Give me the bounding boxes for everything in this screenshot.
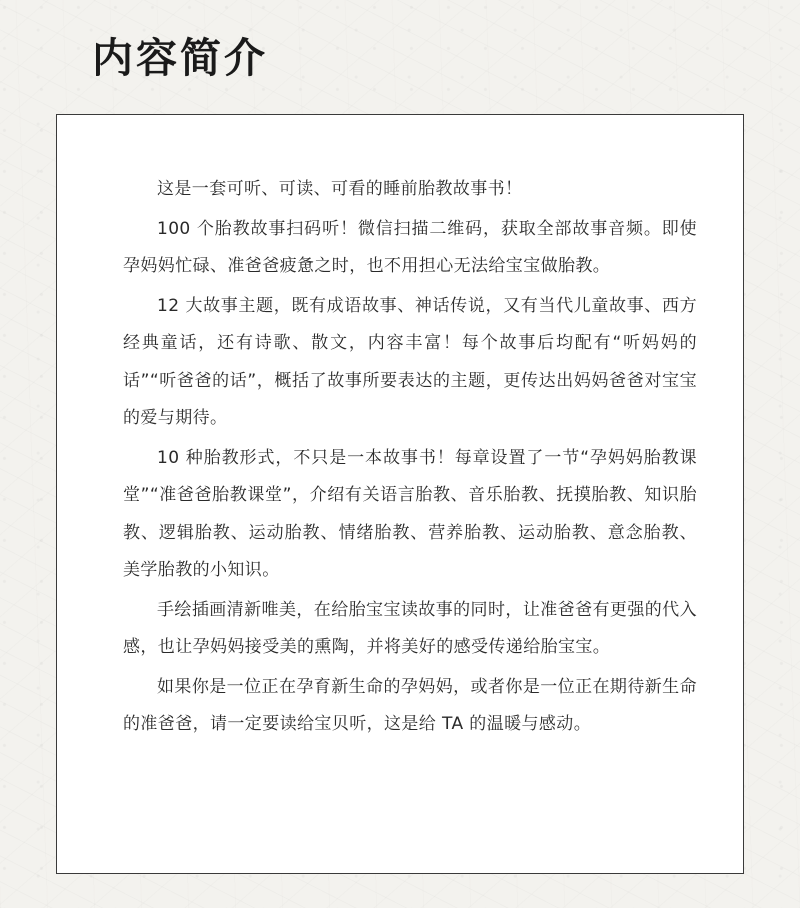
paragraph-2: 100 个胎教故事扫码听！微信扫描二维码，获取全部故事音频。即使孕妈妈忙碌、准爸爸疲惫之时，也不用担心无法给宝宝做胎教。 — [123, 218, 697, 276]
paragraph-6: 如果你是一位正在孕育新生命的孕妈妈，或者你是一位正在期待新生命的准爸爸，请一定要读给宝贝听，这是给 TA 的温暖与感动。 — [123, 676, 697, 734]
intro-text-box — [56, 114, 744, 874]
paragraph-5: 手绘插画清新唯美，在给胎宝宝读故事的同时，让准爸爸有更强的代入感，也让孕妈妈接受美的熏陶，并将美好的感受传递给胎宝宝。 — [123, 599, 697, 657]
page-title: 内容简介 — [92, 34, 268, 82]
paragraph-1: 这是一套可听、可读、可看的睡前胎教故事书！ — [157, 179, 523, 199]
paragraph-4: 10 种胎教形式，不只是一本故事书！每章设置了一节“孕妈妈胎教课堂”“准爸爸胎教课堂”，介绍有关语言胎教、音乐胎教、抚摸胎教、知识胎教、逻辑胎教、运动胎教、情绪胎教、营养胎教、运动胎教、意念胎教、美学胎教的小知识。 — [123, 447, 697, 580]
paragraph-list — [123, 171, 697, 746]
paragraph-3: 12 大故事主题，既有成语故事、神话传说，又有当代儿童故事、西方经典童话，还有诗歌、散文，内容丰富！每个故事后均配有“听妈妈的话”“听爸爸的话”，概括了故事所要表达的主题，更传达出妈妈爸爸对宝宝的爱与期待。 — [123, 295, 697, 428]
